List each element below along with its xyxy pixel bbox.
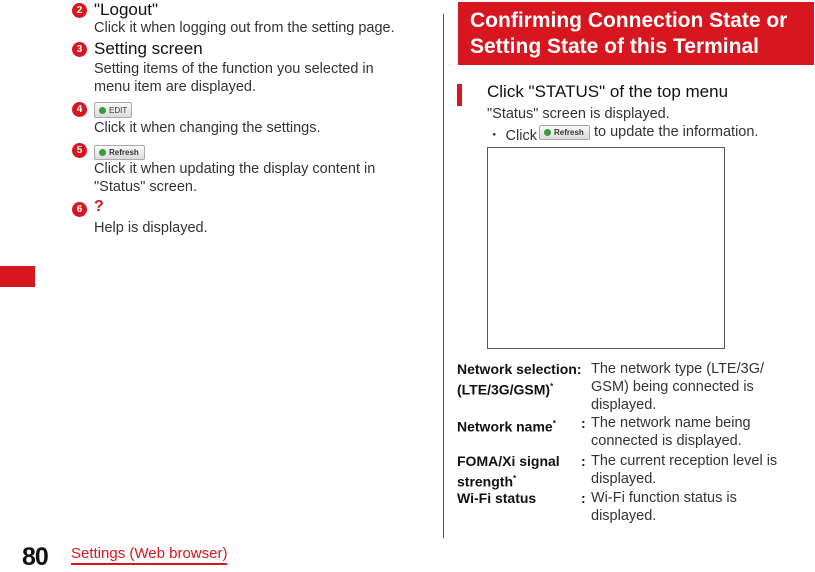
footer-section-title: Settings (Web browser) <box>71 545 227 565</box>
term-signal-strength-desc: The current reception level is displayed. <box>591 453 778 487</box>
step-bullet-tail: to update the information. <box>594 124 759 140</box>
step-bullet: ・ Click <box>487 128 537 144</box>
item-number-badge: 3 <box>72 42 87 57</box>
edit-desc: Click it when changing the settings. <box>94 120 321 136</box>
side-index-tab <box>0 266 35 287</box>
refresh-desc: Click it when updating the display content in "Status" screen. <box>94 161 376 195</box>
term-network-selection-desc: The network type (LTE/3G/ GSM) being connected is displayed. <box>591 361 764 413</box>
column-divider <box>443 14 444 538</box>
term-wifi-status-desc: Wi-Fi function status is displayed. <box>591 490 737 524</box>
refresh-button-inline[interactable]: Refresh <box>539 125 590 140</box>
term-colon: : <box>581 490 586 506</box>
section-heading: Confirming Connection State or Setting State of this Terminal <box>458 2 814 65</box>
step-desc: "Status" screen is displayed. <box>487 106 670 122</box>
item-number-badge: 6 <box>72 202 87 217</box>
refresh-icon <box>544 129 551 136</box>
step-title: Click "STATUS" of the top menu <box>487 82 729 101</box>
help-icon[interactable]: ? <box>94 198 104 215</box>
item-number-badge: 4 <box>72 102 87 117</box>
setting-screen-title: Setting screen <box>94 39 203 58</box>
refresh-icon <box>99 149 106 156</box>
term-network-name: Network name* <box>457 418 556 435</box>
item-number-badge: 5 <box>72 143 87 158</box>
term-signal-strength: FOMA/Xi signal strength* <box>457 453 560 490</box>
setting-screen-desc: Setting items of the function you selected in menu item are displayed. <box>94 61 374 95</box>
help-desc: Help is displayed. <box>94 220 208 236</box>
status-screen-image <box>487 147 725 349</box>
logout-desc: Click it when logging out from the setting page. <box>94 20 395 36</box>
term-colon: : <box>581 453 586 469</box>
refresh-button[interactable]: Refresh <box>94 145 145 160</box>
term-wifi-status: Wi-Fi status <box>457 490 537 506</box>
page-number: 80 <box>22 543 48 571</box>
term-colon: : <box>581 415 586 431</box>
logout-title: "Logout" <box>94 0 159 19</box>
gear-icon <box>99 107 106 114</box>
edit-button[interactable]: EDIT <box>94 102 132 118</box>
step-marker <box>457 84 462 106</box>
item-number-badge: 2 <box>72 3 87 18</box>
term-network-selection: Network selection: (LTE/3G/GSM)* <box>457 361 582 398</box>
term-network-name-desc: The network name being connected is displayed. <box>591 415 751 449</box>
